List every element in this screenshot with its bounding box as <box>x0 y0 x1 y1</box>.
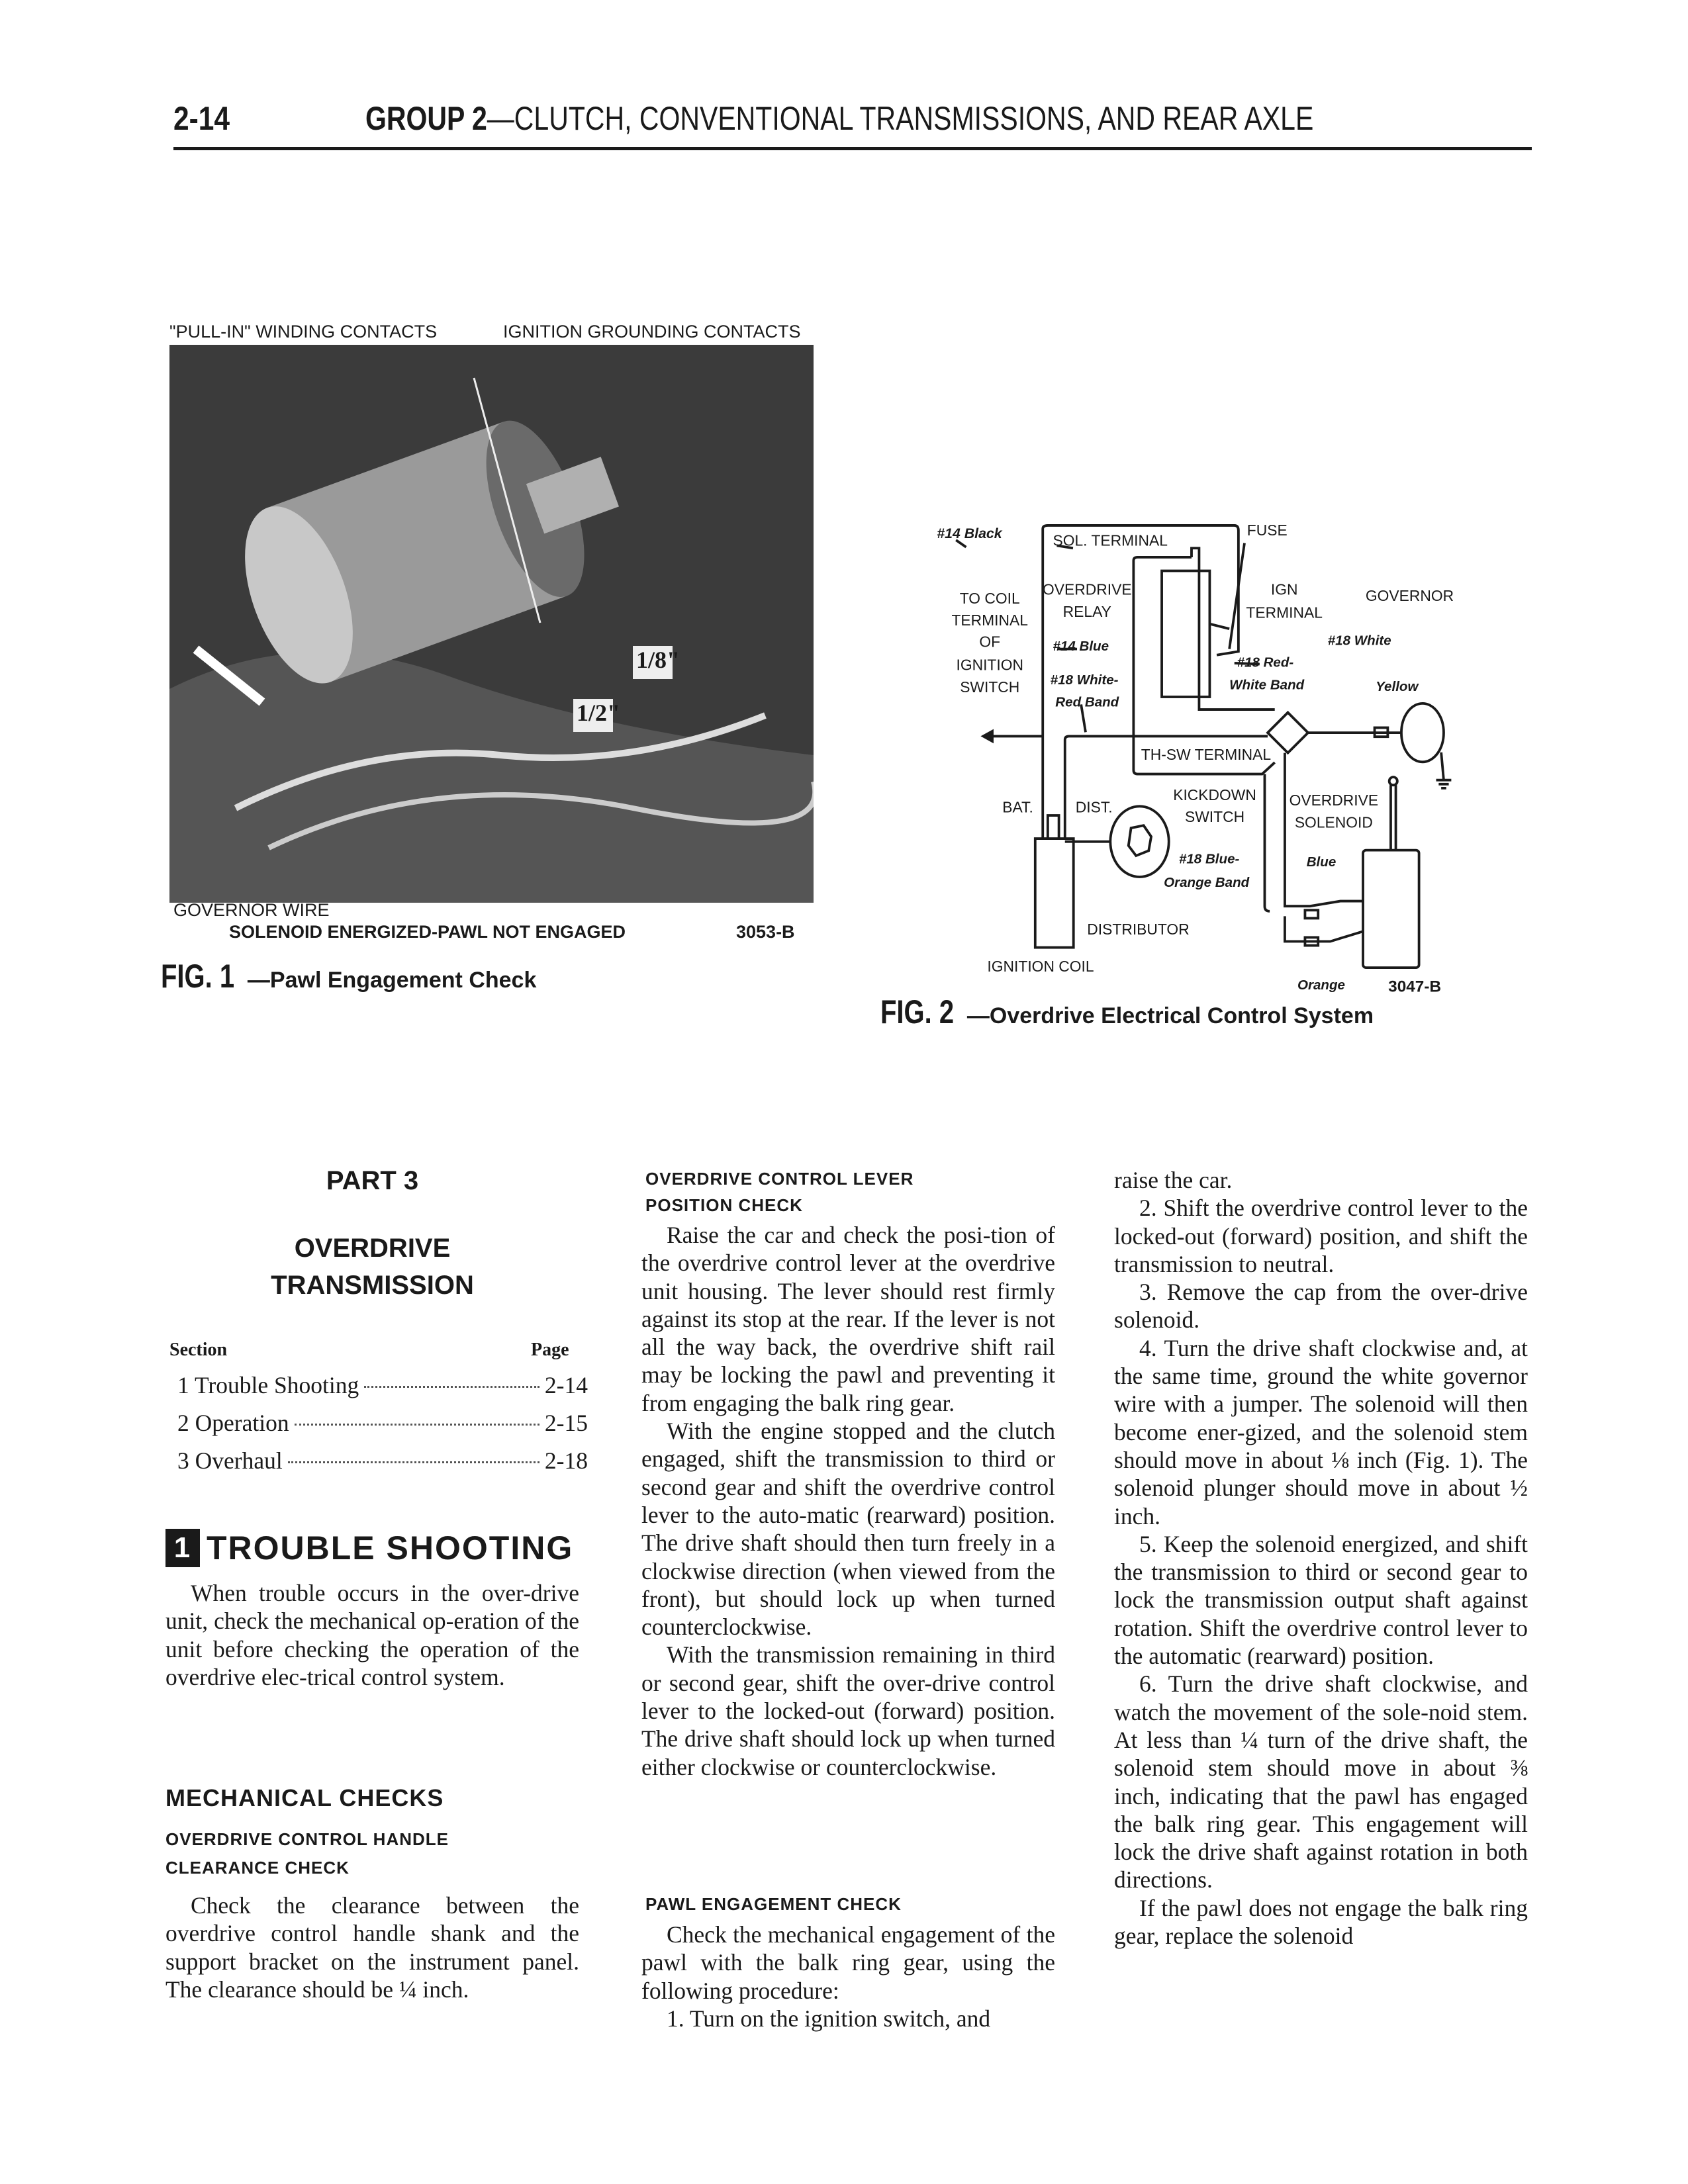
label-blue-orange: #18 Blue- <box>1178 851 1240 867</box>
label-ign-terminal: IGN <box>1270 580 1298 598</box>
fig1-label-grounding: IGNITION GROUNDING CONTACTS <box>503 322 801 341</box>
paragraph: If the pawl does not engage the balk ring gear, replace the solenoid <box>1114 1894 1528 1950</box>
label-orange: Orange <box>1297 977 1345 993</box>
paragraph: Check the clearance between the overdrive control handle shank and the support bracket on the instrument panel. The clearance should be ¼ inch. <box>165 1892 579 2003</box>
label-white-red: Red Band <box>1055 694 1119 710</box>
label-sol-terminal: SOL. TERMINAL <box>1053 531 1168 549</box>
label-line: TERMINAL <box>951 611 1028 629</box>
label-line: TO COIL <box>959 590 1020 608</box>
fig1-status-label: SOLENOID ENERGIZED-PAWL NOT ENGAGED <box>229 922 626 942</box>
fig2-code: 3047-B <box>1388 978 1442 996</box>
section-table <box>177 1371 588 1484</box>
kickdown-diamond <box>1268 713 1308 753</box>
distributor-circle <box>1110 806 1168 877</box>
label-to-coil <box>951 590 1028 696</box>
paragraph: 5. Keep the solenoid energized, and shift the transmission to third or second gear to lock the transmission output shaft against rotation. Shift the overdrive control lever to the automatic (rearward) position. <box>1114 1530 1528 1670</box>
paragraph: With the transmission remaining in third or second gear, shift the over-drive control lever to the locked-out (forward) position. The drive shaft should lock up when turned either clockwise or counterclockwise. <box>641 1641 1055 1780</box>
left-body-2 <box>165 1891 579 2003</box>
section-page: 2-18 <box>544 1447 588 1474</box>
section-number-badge: 1 <box>165 1529 200 1567</box>
part-title-line2: TRANSMISSION <box>271 1271 474 1300</box>
header-rule <box>173 147 1532 150</box>
paragraph: 1. Turn on the ignition switch, and <box>667 2005 991 2032</box>
fig1-caption-text: —Pawl Engagement Check <box>247 968 537 993</box>
label-14-blue: #14 Blue <box>1053 638 1109 654</box>
trouble-shooting-heading <box>165 1529 573 1567</box>
section-row[interactable] <box>177 1371 588 1409</box>
subheading-pawl: PAWL ENGAGEMENT CHECK <box>645 1894 902 1914</box>
label-bat: BAT. <box>1002 798 1033 816</box>
label-governor: GOVERNOR <box>1365 587 1454 605</box>
label-ignition-coil: IGNITION COIL <box>987 958 1094 976</box>
wire-orange <box>1285 916 1363 941</box>
label-blue-orange: Orange Band <box>1164 875 1250 891</box>
page-header-title <box>365 99 1313 138</box>
paragraph: Check the mechanical engagement of the pawl with the balk ring gear, using the following procedure: <box>641 1921 1055 2004</box>
right-body <box>1114 1166 1528 1950</box>
paragraph: Raise the car and check the posi-tion of the overdrive control lever at the overdrive unit housing. The lever should rest firmly against its stop at the rear. If the lever is not all the way back, the overdrive shift rail may be locking the pawl and preventing it from engaging the balk ring gear. <box>641 1222 1055 1416</box>
part-heading: PART 3 <box>326 1166 419 1195</box>
label-relay: RELAY <box>1062 602 1111 620</box>
fig1-label-pull-in: "PULL-IN" WINDING CONTACTS <box>169 322 438 341</box>
part-title-line1: OVERDRIVE <box>294 1234 451 1263</box>
section-label: 1 Trouble Shooting <box>177 1372 359 1398</box>
subheading-handle: OVERDRIVE CONTROL HANDLE <box>165 1829 449 1849</box>
fig2-wiring-diagram <box>927 498 1456 1002</box>
label-dist: DIST. <box>1075 798 1113 816</box>
fig1-eighth-inch-label: 1/8" <box>636 647 680 673</box>
fig1-caption-prefix: FIG. 1 <box>161 958 235 995</box>
label-yellow: Yellow <box>1376 678 1419 694</box>
mechanical-checks-heading: MECHANICAL CHECKS <box>165 1784 444 1811</box>
left-body-1 <box>165 1579 579 1691</box>
paragraph: 6. Turn the drive shaft clockwise, and watch the movement of the sole-noid stem. At less than ¼ turn of the drive shaft, the solenoid stem should move in about ⅜ inch, indicating that the pawl has engaged the balk ring gear. This engagement will lock the drive shaft against rotation in both directions. <box>1114 1670 1528 1893</box>
middle-body-1 <box>641 1221 1055 1781</box>
label-line: IGNITION <box>956 656 1024 674</box>
paragraph: raise the car. <box>1114 1167 1233 1193</box>
section-page: 2-15 <box>544 1410 588 1436</box>
label-thsw-terminal: TH-SW TERMINAL <box>1141 746 1272 764</box>
group-title: —CLUTCH, CONVENTIONAL TRANSMISSIONS, AND REAR AXLE <box>487 100 1314 137</box>
label-relay: OVERDRIVE <box>1043 580 1132 598</box>
fig2-caption-prefix: FIG. 2 <box>880 993 955 1030</box>
label-18-white: #18 White <box>1327 633 1391 649</box>
section-label: 2 Operation <box>177 1410 289 1436</box>
label-fuse: FUSE <box>1246 522 1288 539</box>
label-red-white: #18 Red- <box>1237 655 1294 670</box>
leader-dots <box>288 1461 539 1463</box>
paragraph: 2. Shift the overdrive control lever to the locked-out (forward) position, and shift the transmission to neutral. <box>1114 1195 1528 1277</box>
label-distributor: DISTRIBUTOR <box>1087 920 1190 938</box>
label-line: SWITCH <box>960 678 1020 696</box>
label-14-black: #14 Black <box>937 525 1002 541</box>
ignition-coil <box>1035 839 1074 948</box>
subheading-lever: OVERDRIVE CONTROL LEVER <box>645 1169 914 1189</box>
relay-box <box>1162 571 1209 697</box>
label-white-red: #18 White- <box>1050 672 1119 688</box>
fig2-caption-text: —Overdrive Electrical Control System <box>966 1003 1374 1028</box>
section-page: 2-14 <box>544 1372 588 1398</box>
label-kickdown: KICKDOWN <box>1173 786 1256 804</box>
fig2-caption <box>880 993 1374 1031</box>
trouble-shooting-title: TROUBLE SHOOTING <box>207 1529 574 1567</box>
label-line: OF <box>979 633 1001 651</box>
leader-dots <box>295 1424 539 1426</box>
subheading-clearance: CLEARANCE CHECK <box>165 1858 350 1878</box>
section-row[interactable] <box>177 1409 588 1447</box>
label-red-white: White Band <box>1229 677 1305 693</box>
group-label: GROUP 2 <box>365 100 487 137</box>
fig1-photo <box>169 345 814 903</box>
paragraph: When trouble occurs in the over-drive unit, check the mechanical op-eration of the unit before checking the operation of the overdrive elec-trical control system. <box>165 1580 579 1690</box>
page-number: 2-14 <box>173 100 230 137</box>
section-label: 3 Overhaul <box>177 1447 283 1474</box>
section-row[interactable] <box>177 1447 588 1484</box>
label-blue: Blue <box>1306 854 1336 870</box>
paragraph: 3. Remove the cap from the over-drive solenoid. <box>1114 1279 1528 1334</box>
fig1-code: 3053-B <box>736 922 795 942</box>
label-kickdown: SWITCH <box>1185 807 1245 825</box>
fig1-caption <box>161 957 536 995</box>
label-solenoid: OVERDRIVE <box>1289 791 1379 809</box>
fig1-governor-wire-label: GOVERNOR WIRE <box>173 900 330 920</box>
subheading-position: POSITION CHECK <box>645 1195 803 1215</box>
section-column-header: Section <box>169 1340 228 1360</box>
leader-dots <box>364 1386 539 1388</box>
label-ign-terminal: TERMINAL <box>1246 604 1323 621</box>
label-solenoid: SOLENOID <box>1294 813 1373 831</box>
middle-body-2 <box>641 1921 1055 2032</box>
solenoid-photo-illustration <box>169 345 814 903</box>
fig1-half-inch-label: 1/2" <box>577 700 620 726</box>
page-column-header: Page <box>531 1340 569 1360</box>
solenoid-box <box>1363 850 1419 968</box>
paragraph: 4. Turn the drive shaft clockwise and, at the same time, ground the white governor wire with a jumper. The solenoid will then become ener-gized, and the solenoid stem should move in about ⅛ inch (Fig. 1). The solenoid plunger should move in about ½ inch. <box>1114 1334 1528 1529</box>
governor-circle <box>1401 704 1444 762</box>
paragraph: With the engine stopped and the clutch engaged, shift the transmission to third or second gear and shift the overdrive control lever to the auto-matic (rearward) position. The drive shaft should then turn freely in a clockwise direction (when viewed from the front), but should lock up when turned counterclockwise. <box>641 1418 1055 1641</box>
